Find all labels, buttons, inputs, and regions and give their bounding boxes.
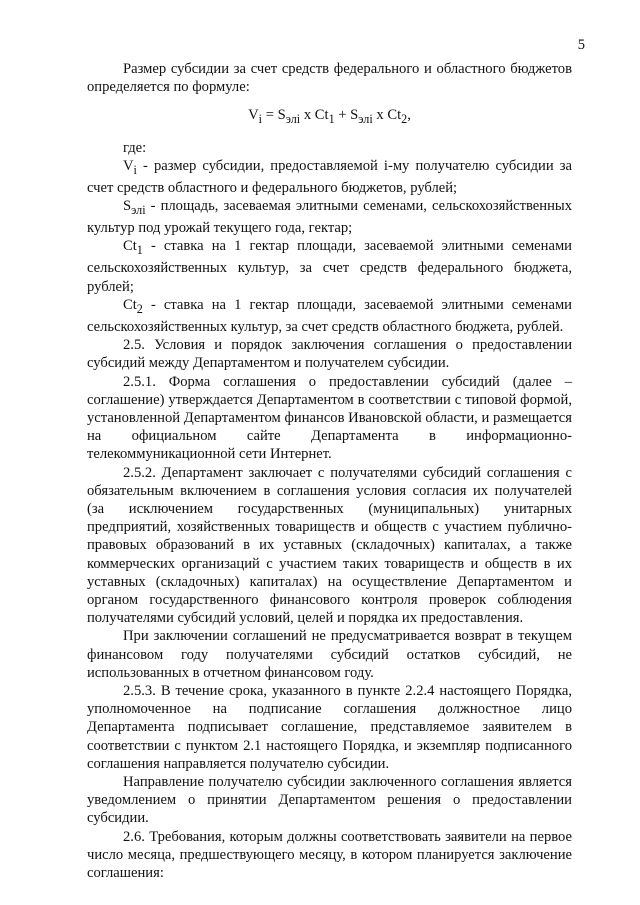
- section-2-5-3: 2.5.3. В течение срока, указанного в пункте 2.2.4 настоящего Порядка, уполномоченное на подписание соглашения должностное лицо Департамента подписывает соглашение, представляемое заявителем в соответствии с пунктом 2.1 настоящего Порядка, и экземпляр подписанного соглашения направляется получателю субсидии.: [87, 683, 572, 772]
- section-2-6: 2.6. Требования, которым должны соответствовать заявители на первое число месяца, предшествующего месяцу, в котором планируется заключение соглашения:: [87, 828, 572, 882]
- where-label: где:: [123, 139, 147, 156]
- page-content: [87, 60, 572, 882]
- section-2-5: 2.5. Условия и порядок заключения соглашения о предоставлении субсидий между Департаментом и получателем субсидии.: [87, 337, 572, 372]
- page-number: 5: [577, 37, 585, 53]
- definition-ct2: $Ct_2$ - ставка на 1 гектар площади, засеваемой элитными семенами сельскохозяйственных культур, за счет средств областного бюджета, рублей.: [87, 296, 572, 335]
- subsidy-formula: $V_i = S_{элі}$ х $Ct_1 + S_{элі}$ х $Ct_2$,: [248, 107, 411, 127]
- notice-paragraph: Направление получателю субсидии заключенного соглашения является уведомлением о принятии Департаментом решения о предоставлении субсидии.: [87, 774, 572, 827]
- intro-paragraph: Размер субсидии за счет средств федерального и областного бюджетов определяется по формуле:: [87, 61, 572, 96]
- definition-v: $V_i$ - размер субсидии, предоставляемой i-му получателю субсидии за счет средств областного и федерального бюджетов, рублей;: [87, 157, 572, 196]
- section-2-5-1: 2.5.1. Форма соглашения о предоставлении субсидий (далее – соглашение) утверждается Департаментом в соответствии с типовой формой, установленной Департаментом финансов Ивановской области, и размещается на официальном сайте Департамента в информационно-телекоммуникационной сети Интернет.: [87, 373, 572, 463]
- section-2-5-2: 2.5.2. Департамент заключает с получателями субсидий соглашения с обязательным включением в соглашения условия согласия их получателей (за исключением государственных (муниципальных) унитарных предприятий, хозяйственных товариществ и обществ с участием публично-правовых образований в их уставных (складочных) капиталах, а также коммерческих организаций с участием таких товариществ и обществ в их уставных (складочных) капиталах) на осуществление Департаментом и органом государственного финансового контроля проверок соблюдения получателями субсидий условий, целей и порядка их предоставления.: [87, 464, 572, 627]
- no-return-paragraph: При заключении соглашений не предусматривается возврат в текущем финансовом году получателями субсидий остатков субсидий, не использованных в отчетном финансовом году.: [87, 628, 572, 681]
- definition-s: $S_{элі}$ - площадь, засеваемая элитными семенами, сельскохозяйственных культур под урожай текущего года, гектар;: [87, 198, 572, 237]
- definition-ct1: $Ct_1$ - ставка на 1 гектар площади, засеваемой элитными семенами сельскохозяйственных культур, за счет средств федерального бюджета, рублей;: [87, 238, 572, 295]
